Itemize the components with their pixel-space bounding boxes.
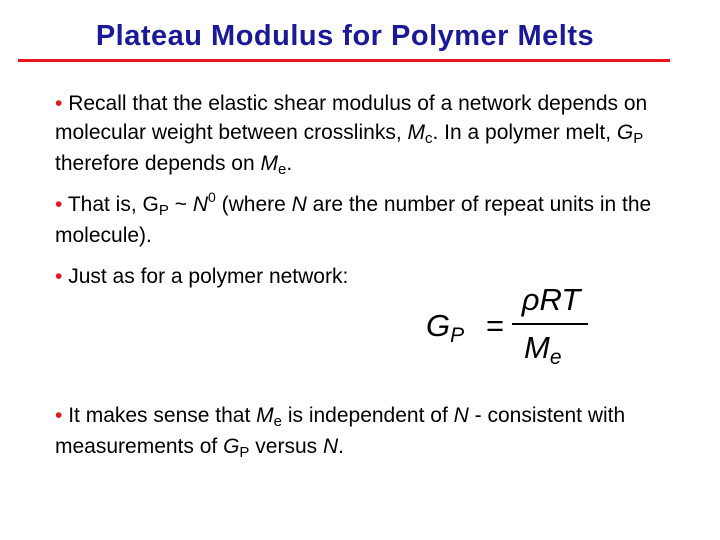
sense-text-4: versus bbox=[249, 435, 323, 458]
recall-text-4: . bbox=[286, 152, 293, 175]
equation-e: e bbox=[549, 346, 562, 369]
thatis-text-3: (where bbox=[215, 193, 292, 216]
recall-e: e bbox=[278, 161, 287, 178]
equation-G: G bbox=[426, 308, 451, 343]
recall-M: M bbox=[407, 121, 425, 144]
equation-equals: = bbox=[486, 308, 505, 343]
sense-N2: N bbox=[322, 435, 339, 458]
sense-M: M bbox=[256, 404, 274, 427]
equation-P: P bbox=[450, 324, 465, 347]
equation-RT: RT bbox=[539, 282, 581, 317]
recall-G: G bbox=[616, 121, 634, 144]
equation-numerator bbox=[515, 283, 587, 317]
recall-M2: M bbox=[260, 152, 278, 175]
bullet-recall bbox=[55, 89, 675, 180]
justas-text: Just as for a polymer network: bbox=[68, 265, 349, 288]
thatis-zero: 0 bbox=[207, 189, 216, 205]
bullet-that-is bbox=[55, 190, 675, 250]
sense-text-1: It makes sense that bbox=[68, 404, 257, 427]
thatis-text-2: ~ bbox=[168, 193, 193, 216]
recall-c: c bbox=[425, 130, 433, 147]
recall-text-2: . In a polymer melt, bbox=[432, 121, 617, 144]
bullet-makes-sense bbox=[55, 401, 675, 463]
bullet-marker: • bbox=[55, 404, 63, 427]
equation-rho: ρ bbox=[521, 282, 540, 317]
thatis-text-1: That is, G bbox=[67, 193, 159, 216]
equation-denominator bbox=[524, 331, 584, 369]
sense-P: P bbox=[239, 444, 250, 461]
thatis-N2: N bbox=[291, 193, 307, 216]
page-title: Plateau Modulus for Polymer Melts bbox=[95, 20, 595, 52]
bullet-marker: • bbox=[55, 92, 63, 115]
sense-text-3: - consistent with measurements of bbox=[55, 404, 626, 458]
bullet-marker: • bbox=[55, 193, 63, 216]
thatis-text-4: are the number of repeat units in the molecule). bbox=[55, 193, 652, 247]
equation-fraction-bar bbox=[512, 323, 588, 325]
sense-text-5: . bbox=[338, 435, 344, 458]
sense-N: N bbox=[453, 404, 469, 427]
thatis-N: N bbox=[192, 193, 208, 216]
bullet-marker: • bbox=[55, 265, 63, 288]
recall-P: P bbox=[633, 130, 644, 147]
plateau-modulus-equation bbox=[420, 283, 600, 378]
sense-G: G bbox=[223, 435, 240, 458]
thatis-P: P bbox=[158, 202, 169, 219]
equation-lhs bbox=[426, 309, 464, 347]
title-underline bbox=[18, 59, 670, 62]
equation-M: M bbox=[524, 330, 550, 365]
sense-e: e bbox=[273, 413, 282, 430]
recall-text-1: Recall that the elastic shear modulus of a network depends on molecular weight between crosslinks, bbox=[55, 92, 648, 144]
recall-text-3: therefore depends on bbox=[55, 152, 261, 175]
sense-text-2: is independent of bbox=[281, 404, 454, 427]
